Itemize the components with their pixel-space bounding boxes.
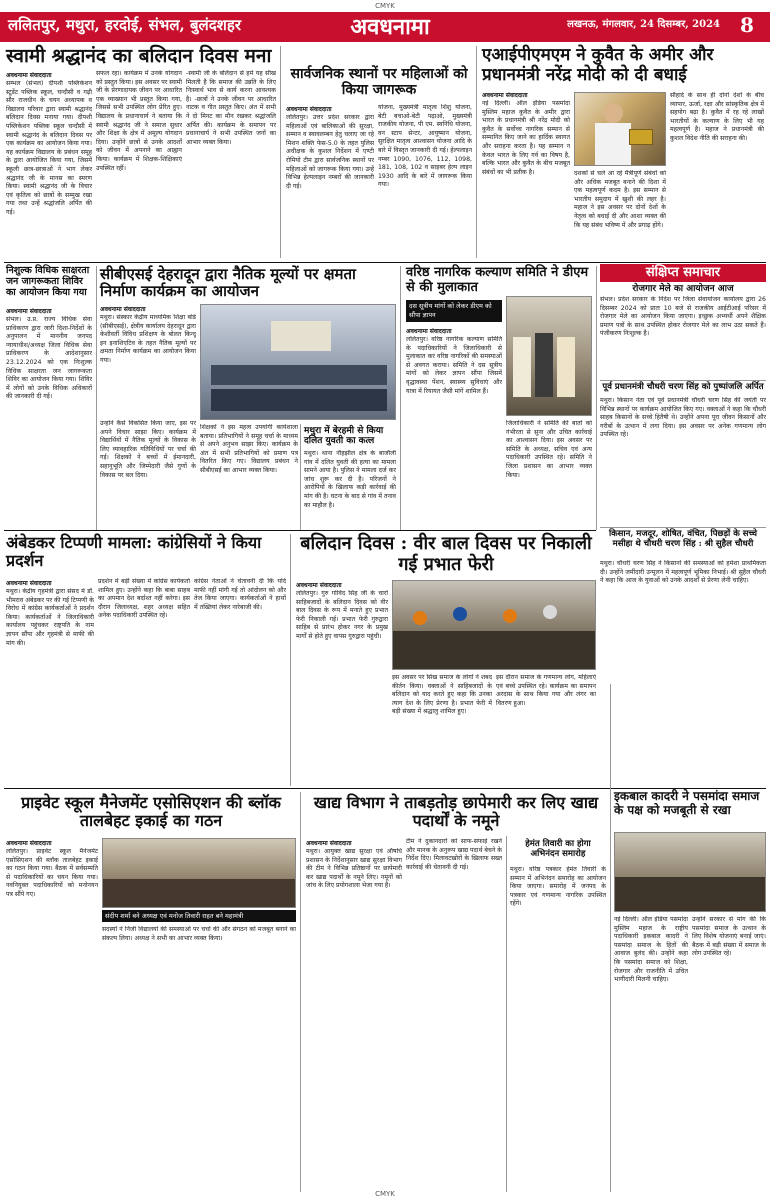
story9-col1: ललितपुर। गुरु गोविंद सिंह जी के चारों साहिबजादों के बलिदान दिवस को वीर बाल दिवस के रूप में मनाते हुए प्रभात फेरी निकाली गई। प्रभात फेरी गुरुद्वारा साहिब से प्रारंभ होकर नगर के प्रमुख मार्गों से होते हुए वापस गुरुद्वारा पहुंची। <box>296 590 388 640</box>
story5-col2: उन्होंने कैसे विकसित किया जाए, इस पर अपने विचार साझा किए। कार्यक्रम में विद्यार्थियों में नैतिक मूल्यों के विकास के लिए व्यावहारिक गतिविधियों पर चर्चा की गई। शिक्षकों ने बच्चों में ईमानदारी, सहानुभूति और जिम्मेदारी जैसे गुणों के विकास पर बल दिया। <box>100 420 196 479</box>
dateline: लखनऊ, मंगलवार, 24 दिसम्बर, 2024 <box>567 19 720 30</box>
crowd <box>615 877 766 912</box>
story5-headline: सीबीएसई देहरादून द्वारा नैतिक मूल्यों पर क्षमता निर्माण कार्यक्रम का आयोजन <box>100 265 356 301</box>
story5-col3: शिक्षकों ने इस महत्व उपयोगी कार्यशाला बताया। प्रतिभागियों ने समूह चर्चा के माध्यम से अपने अनुभव साझा किए। कार्यक्रम के अंत में सभी प्रतिभागियों को प्रमाण पत्र वितरित किए गए। विद्यालय प्रबंधन ने सीबीएसई का आभार व्यक्त किया। <box>200 424 298 474</box>
brief2-heading: पूर्व प्रधानमंत्री चौधरी चरण सिंह को पुष्पांजलि अर्पित <box>602 382 764 392</box>
story5-byline: अवधनामा संवाददाता <box>100 306 146 313</box>
brief3-heading: किसान, मजदूर, शोषित, वंचित, पिछड़ों के सच्चे मसीहा थे चौधरी चरण सिंह : श्री सुहैल चौधरी <box>608 529 758 549</box>
story10-col2: सदस्यों ने निजी विद्यालयों की समस्याओं पर चर्चा की और संगठन को मजबूत बनाने का संकल्प लिया। अध्यक्ष ने सभी का आभार व्यक्त किया। <box>102 926 296 942</box>
divider <box>300 424 301 530</box>
gathering-photo <box>614 832 766 912</box>
crowd <box>393 631 596 670</box>
section-rule <box>4 530 596 531</box>
paper-logo[interactable] <box>330 12 450 42</box>
turban <box>413 611 427 625</box>
divider <box>300 792 301 1192</box>
person <box>557 337 575 397</box>
story9-col2: इस अवसर पर सिख समाज के लोगों ने शबद कीर्तन किया। वक्ताओं ने साहिबजादों के बलिदान को याद करते हुए कहा कि उनका त्याग देश के लिए प्रेरणा है। प्रभात फेरी में बड़ी संख्या में श्रद्धालु शामिल हुए। <box>392 674 492 716</box>
audience-row <box>211 389 387 411</box>
story7-caption: दस सूत्रीय मांगों को लेकर डीएम को सौंपा ज्ञापन <box>406 300 502 322</box>
story1-byline: अवधनामा संवाददाता <box>6 72 52 79</box>
person-body <box>595 123 631 166</box>
story13-col1: नई दिल्ली। ऑल इंडिया पसमांदा मुस्लिम महाज के राष्ट्रीय पदाधिकारी इकबाल कादरी ने पसमांदा समाज के हितों की आवाज बुलंद की। उन्होंने कहा कि पसमांदा समाज को शिक्षा, रोजगार और राजनीति में उचित भागीदारी मिलनी चाहिए। <box>614 916 688 984</box>
turban <box>453 607 467 621</box>
story7-byline: अवधनामा संवाददाता <box>406 328 452 335</box>
story2-byline: अवधनामा संवाददाता <box>286 106 332 113</box>
story13-col2: उन्होंने सरकार से मांग की कि पसमांदा समाज के उत्थान के लिए विशेष योजनाएं बनाई जाएं। बैठक में बड़ी संख्या में समाज के लोग उपस्थित रहे। <box>692 916 766 958</box>
story3-col3: सौहार्द के साथ ही दोनों देशों के बीच व्यापार, ऊर्जा, रक्षा और सांस्कृतिक क्षेत्र में सहयोग बढ़ा है। कुवैत में रह रहे लाखों भारतीयों के कल्याण के लिए भी यह महत्वपूर्ण है। महाज ने प्रधानमंत्री की कुशल विदेश नीति की सराहना की। <box>670 92 764 142</box>
story10-byline: अवधनामा संवाददाता <box>6 840 52 847</box>
turban <box>543 605 557 619</box>
edition-list: ललितपुर, मथुरा, हरदोई, संभल, बुलंदशहर <box>8 16 241 34</box>
divider <box>400 266 401 530</box>
story12-col1: मथुरा। वरिष्ठ पत्रकार हेमंत तिवारी के सम्मान में अभिनंदन समारोह का आयोजन किया जाएगा। समारोह में जनपद के पत्रकार एवं गणमान्य नागरिक उपस्थित रहेंगे। <box>510 866 606 908</box>
story2-col2: योजना, मुख्यमंत्री मातृत्व शिशु योजना, बेटी बचाओ-बेटी पढ़ाओ, मुख्यमंत्री राजकीय योजना, पी एम. स्वनिधि योजना, वन स्टाप सेन्टर, आयुष्मान योजना, सुरक्षित मातृत्व आश्वासन योजना आदि के बारे में विस्तृत जानकारी दी गई। हेल्पलाइन नम्बर 1090, 1076, 112, 1098, 181, 108, 102 व साइबर हेल्प लाइन 1930 आदि के बारे में जागरूक किया गया। <box>378 104 472 189</box>
divider <box>610 684 611 1192</box>
story8-col1: मथुरा। केंद्रीय गृहमंत्री द्वारा संसद में डॉ. भीमराव अंबेडकर पर की गई टिप्पणी के विरोध में कांग्रेस कार्यकर्ताओं ने प्रदर्शन किया। कार्यकर्ताओं ने जिलाधिकारी कार्यालय पहुंचकर राष्ट्रपति के नाम ज्ञापन सौंपा और गृहमंत्री से माफी की मांग की। <box>6 588 94 647</box>
delegation-photo <box>506 296 592 416</box>
story11-col2: टीम ने दुकानदारों को साफ-सफाई रखने और मानक के अनुरूप खाद्य पदार्थ बेचने के निर्देश दिए। मिलावटखोरों के खिलाफ सख्त कार्रवाई की चेतावनी दी गई। <box>406 838 502 871</box>
story1-col2: सफल रहा। कार्यक्रम में उनके योगदान को प्रस्तुत किया। इस अवसर पर स्वामी जी के प्रेरणादायक जीवन पर आधारित एक व्याख्यान भी प्रस्तुत किया गया, जिससे सभी उपस्थित लोग प्रेरित हुए। विद्यालय के प्रधानाचार्य ने बताया कि स्वामी श्रद्धानंद जी ने समाज सुधार और शिक्षा के क्षेत्र में अमूल्य योगदान दिया। उन्होंने छात्रों से उनके आदर्शों को जीवन में अपनाने का आह्वान किया। कार्यक्रम में शिक्षक-शिक्षिकाएं उपस्थित रहीं। <box>96 70 182 172</box>
person-head <box>603 103 623 123</box>
story4-byline: अवधनामा संवाददाता <box>6 308 52 315</box>
story4-col1: संभल। उ.प्र. राज्य विधिक सेवा प्राधिकरण द्वारा जारी दिशा-निर्देशों के अनुपालन में माननीय जनपद न्यायाधीश/अध्यक्ष जिला विधिक सेवा प्राधिकरण के आदेशानुसार 23.12.2024 को एक निःशुल्क विधिक साक्षरता जन जागरूकता शिविर का आयोजन किया गया। शिविर में लोगों को उनके विधिक अधिकारों की जानकारी दी गई। <box>6 316 92 401</box>
story9-col3: इस दौरान समाज के गणमान्य लोग, महिलाएं एवं बच्चे उपस्थित रहे। कार्यक्रम का समापन अरदास के साथ किया गया और लंगर का वितरण हुआ। <box>496 674 596 707</box>
group <box>103 879 296 908</box>
cmyk-label-bottom: CMYK <box>375 1190 395 1198</box>
audience-row <box>211 365 387 385</box>
person <box>535 333 553 397</box>
story7-col1: ललितपुर। वरिष्ठ नागरिक कल्याण समिति के पदाधिकारियों ने जिलाधिकारी से मुलाकात कर वरिष्ठ नागरिकों की समस्याओं से अवगत कराया। समिति ने दस सूत्रीय मांगों को लेकर ज्ञापन सौंपा जिसमें वृद्धावस्था पेंशन, स्वास्थ्य सुविधाएं और यात्रा में रियायत जैसी मांगें शामिल हैं। <box>406 336 502 395</box>
story3-headline: एआईपीएमएम ने कुवैत के अमीर और प्रधानमंत्री नरेंद्र मोदी को दी बधाई <box>482 45 714 85</box>
turban <box>503 609 517 623</box>
divider <box>600 380 766 381</box>
story11-col1: मथुरा। आयुक्त खाद्य सुरक्षा एवं औषधि प्रशासन के निर्देशानुसार खाद्य सुरक्षा विभाग की टीम ने विभिन्न प्रतिष्ठानों पर छापेमारी कर खाद्य पदार्थों के नमूने लिए। नमूनों को जांच के लिए प्रयोगशाला भेजा गया है। <box>306 848 402 890</box>
story10-caption: संदीप शर्मा बने अध्यक्ष एवं मनोज तिवारी राहत बने महामंत्री <box>102 910 296 922</box>
brief-news-header <box>600 264 766 282</box>
story3-byline: अवधनामा संवाददाता <box>482 92 528 99</box>
story11-headline: खाद्य विभाग ने ताबड़तोड़ छापेमारी कर लिए खाद्य पदार्थों के नमूने <box>313 793 599 831</box>
story12-heading: हेमंत तिवारी का होगा अभिनंदन समारोह <box>525 839 591 859</box>
divider <box>290 534 291 786</box>
story2-col1: ललितपुर। उत्तर प्रदेश सरकार द्वारा महिलाओं एवं बालिकाओं की सुरक्षा, सम्मान व स्वावलम्बन हेतु चलाए जा रहे मिशन शक्ति फेस-5.0 के तहत पुलिस अधीक्षक के कुशल निर्देशन में एण्टी रोमियो टीम द्वारा सार्वजनिक स्थानों पर महिलाओं को जागरूक किया गया। उन्हें विभिन्न हेल्पलाइन नम्बरों की जानकारी दी गई। <box>286 114 374 190</box>
brief1-heading: रोजगार मेले का आयोजन आज <box>632 284 734 294</box>
award-plaque <box>629 129 653 145</box>
story1-headline: स्वामी श्रद्धानंद का बलिदान दिवस मना <box>6 45 272 67</box>
story7-headline: वरिष्ठ नागरिक कल्याण समिति ने डीएम से की मुलाकात <box>406 265 589 295</box>
brief-news-title: संक्षिप्त समाचार <box>645 265 721 280</box>
story11-byline: अवधनामा संवाददाता <box>306 840 352 847</box>
story1-col1: सम्भल (संभल) दीपशी पब्लिकेशन स्टूडेंट पब्लिक स्कूल, चन्दौसी व गढ़ी सौर राजधीन के चयन अध्यापक व विद्यालय परिवार द्वारा स्वामी श्रद्धानंद बलिदान दिवस मनाया गया। दीपशी पब्लिकेशन पब्लिक स्कूल चन्दौसी में स्वामी श्रद्धानंद के बलिदान दिवस पर एक कार्यक्रम का आयोजन किया गया। यह कार्यक्रम विद्यालय के प्रबंधन समूह के द्वारा आयोजित किया गया, जिसमें स्कूली छात्र-छात्राओं ने भाग लेकर श्रद्धानंद जी के मानस का स्मरण किया। स्वामी श्रद्धानंद जी के विचार एवं कृतित्व को छात्रों के सम्मुख रखा गया तथा उन्हें श्रद्धांजलि अर्पित की गई। <box>6 80 92 216</box>
story13-headline: इकबाल कादरी ने पसमांदा समाज के पक्ष को मजबूती से रखा <box>614 789 760 817</box>
story8-col3: कांग्रेस नेताओं ने चेतावनी दी कि यदि माफी नहीं मांगी गई तो आंदोलन को और तेज किया जाएगा। कार्यकर्ताओं ने हाथों में तख्तियां लेकर नारेबाजी की। <box>194 578 286 611</box>
brief3-text: मथुरा। चौधरी चरण सिंह ने किसानों की समस्याओं को हमेशा प्राथमिकता दी। उन्होंने जमींदारी उन्मूलन में महत्वपूर्ण भूमिका निभाई। श्री सुहैल चौधरी ने कहा कि आज के युवाओं को उनके आदर्शों से प्रेरणा लेनी चाहिए। <box>600 560 766 585</box>
brief1-text: संभल। प्रदेश सरकार के निर्देश पर जिला सेवायोजन कार्यालय द्वारा 26 दिसम्बर 2024 को प्रातः 10 बजे से राजकीय आईटीआई परिसर में रोजगार मेले का आयोजन किया जाएगा। इच्छुक अभ्यर्थी अपने शैक्षिक प्रमाण पत्रों के साथ उपस्थित होकर रोजगार मेले का लाभ उठा सकते हैं। पंजीकरण निःशुल्क है। <box>600 296 766 338</box>
person <box>513 337 531 397</box>
paper-name: अवधनामा <box>350 14 430 40</box>
page-number: 8 <box>740 13 754 37</box>
story1-col3: -स्वामी जी के बलिदान से हमें यह सीख मिलती है कि समाज की उन्नति के लिए निःस्वार्थ भाव से कार्य करना आवश्यक है। -छात्रों ने उनके जीवन पर आधारित नाटक व गीत प्रस्तुत किए। अंत में सभी ने दो मिनट का मौन रखकर श्रद्धांजलि अर्पित की। कार्यक्रम के समापन पर प्रधानाचार्य ने सभी उपस्थित जनों का आभार व्यक्त किया। <box>186 70 276 146</box>
story10-headline: प्राइवेट स्कूल मैनेजमेंट एसोसिएशन की ब्लॉक तालबेहट इकाई का गठन <box>21 793 281 831</box>
divider <box>506 836 507 1192</box>
divider <box>600 527 766 528</box>
divider <box>280 46 281 258</box>
story10-col1: ललितपुर। प्राइवेट स्कूल मैनेजमेंट एसोसिएशन की ब्लॉक तालबेहट इकाई का गठन किया गया। बैठक में सर्वसम्मति से पदाधिकारियों का चयन किया गया। नवनियुक्त पदाधिकारियों को मनोनयन पत्र सौंपे गए। <box>6 848 98 898</box>
cmyk-label: CMYK <box>375 2 395 10</box>
section-rule <box>4 262 766 263</box>
story7-col2: जिलाधिकारी ने समिति की बातों को गंभीरता से सुना और उचित कार्रवाई का आश्वासन दिया। इस अवसर पर समिति के अध्यक्ष, सचिव एवं अन्य पदाधिकारी उपस्थित रहे। समिति ने जिला प्रशासन का आभार व्यक्त किया। <box>506 420 592 479</box>
story8-col2: प्रदर्शन में बड़ी संख्या में कांग्रेस कार्यकर्ता शामिल हुए। उन्होंने कहा कि बाबा साहब का अपमान देश बर्दाश्त नहीं करेगा। इस दौरान जिलाध्यक्ष, शहर अध्यक्ष सहित अनेक पदाधिकारी उपस्थित रहे। <box>98 578 190 620</box>
story3-col1: नई दिल्ली। ऑल इंडिया पसमांदा मुस्लिम महाज कुवैत के अमीर द्वारा भारत के प्रधानमंत्री श्री नरेंद्र मोदी को कुवैत के सर्वोच्च नागरिक सम्मान से सम्मानित किए जाने का हार्दिक स्वागत और सराहना करता है। यह सम्मान न केवल भारत के लिए गर्व का विषय है, बल्कि भारत और कुवैत के बीच मजबूत संबंधों का भी प्रतीक है। <box>482 100 570 176</box>
story9-headline: बलिदान दिवस : वीर बाल दिवस पर निकाली गई प्रभात फेरी <box>300 533 592 575</box>
story8-byline: अवधनामा संवाददाता <box>6 580 52 587</box>
workshop-photo <box>200 304 396 420</box>
brief2-text: मथुरा। किसान नेता एवं पूर्व प्रधानमंत्री चौधरी चरण सिंह की जयंती पर विभिन्न स्थानों पर कार्यक्रम आयोजित किए गए। वक्ताओं ने कहा कि चौधरी साहब किसानों के सच्चे हितैषी थे। उन्होंने अपना पूरा जीवन किसानों और गरीबों के उत्थान में लगा दिया। इस अवसर पर अनेक गणमान्य लोग उपस्थित रहे। <box>600 397 766 439</box>
story4-headline: निशुल्क विधिक साक्षरता जन जागरूकता शिविर का आयोजन किया गया <box>6 265 90 298</box>
divider <box>476 46 477 258</box>
procession-photo <box>392 580 596 670</box>
story8-headline: अंबेडकर टिप्पणी मामला: कांग्रेसियों ने किया प्रदर्शन <box>6 533 262 571</box>
story6-headline: मथुरा में बेरहमी से किया दलित युवती का कत्ल <box>304 426 384 447</box>
story9-byline: अवधनामा संवाददाता <box>296 582 342 589</box>
story5-col1: मथुरा। संस्कार केंद्रीय माध्यमिक शिक्षा बोर्ड (सीबीएसई), क्षेत्रीय कार्यालय देहरादून द्वारा केशीवर्ती विविध प्रशिक्षण के बोलत किन्दू इन इनाशिएटिव के तहत नैतिक मूल्यों पर क्षमता निर्माण कार्यक्रम का आयोजन किया गया। <box>100 314 196 364</box>
divider <box>596 266 597 530</box>
award-photo <box>574 92 666 166</box>
story3-col2: दशकों से चले आ रहे मैत्रीपूर्ण संबंधों को और अधिक मजबूत बनाने की दिशा में एक महत्वपूर्ण कदम है। इस सम्मान से भारतीय समुदाय में खुशी की लहर है। महाज ने इस अवसर पर दोनों देशों के नेतृत्व को बधाई दी और आशा व्यक्त की कि यह संबंध भविष्य में और प्रगाढ़ होंगे। <box>574 170 666 229</box>
meeting-photo <box>102 838 296 908</box>
story2-headline: सार्वजनिक स्थानों पर महिलाओं को किया जागरूक <box>290 66 468 99</box>
divider <box>96 266 97 530</box>
story6-col1: मथुरा। थाना नौहझील क्षेत्र के बाजौली गांव में दलित युवती की हत्या का मामला सामने आया है। पुलिस ने मामला दर्ज कर जांच शुरू कर दी है। परिजनों ने आरोपियों के खिलाफ कड़ी कार्रवाई की मांग की है। घटना के बाद से गांव में तनाव का माहौल है। <box>304 450 396 509</box>
banner <box>271 321 331 351</box>
